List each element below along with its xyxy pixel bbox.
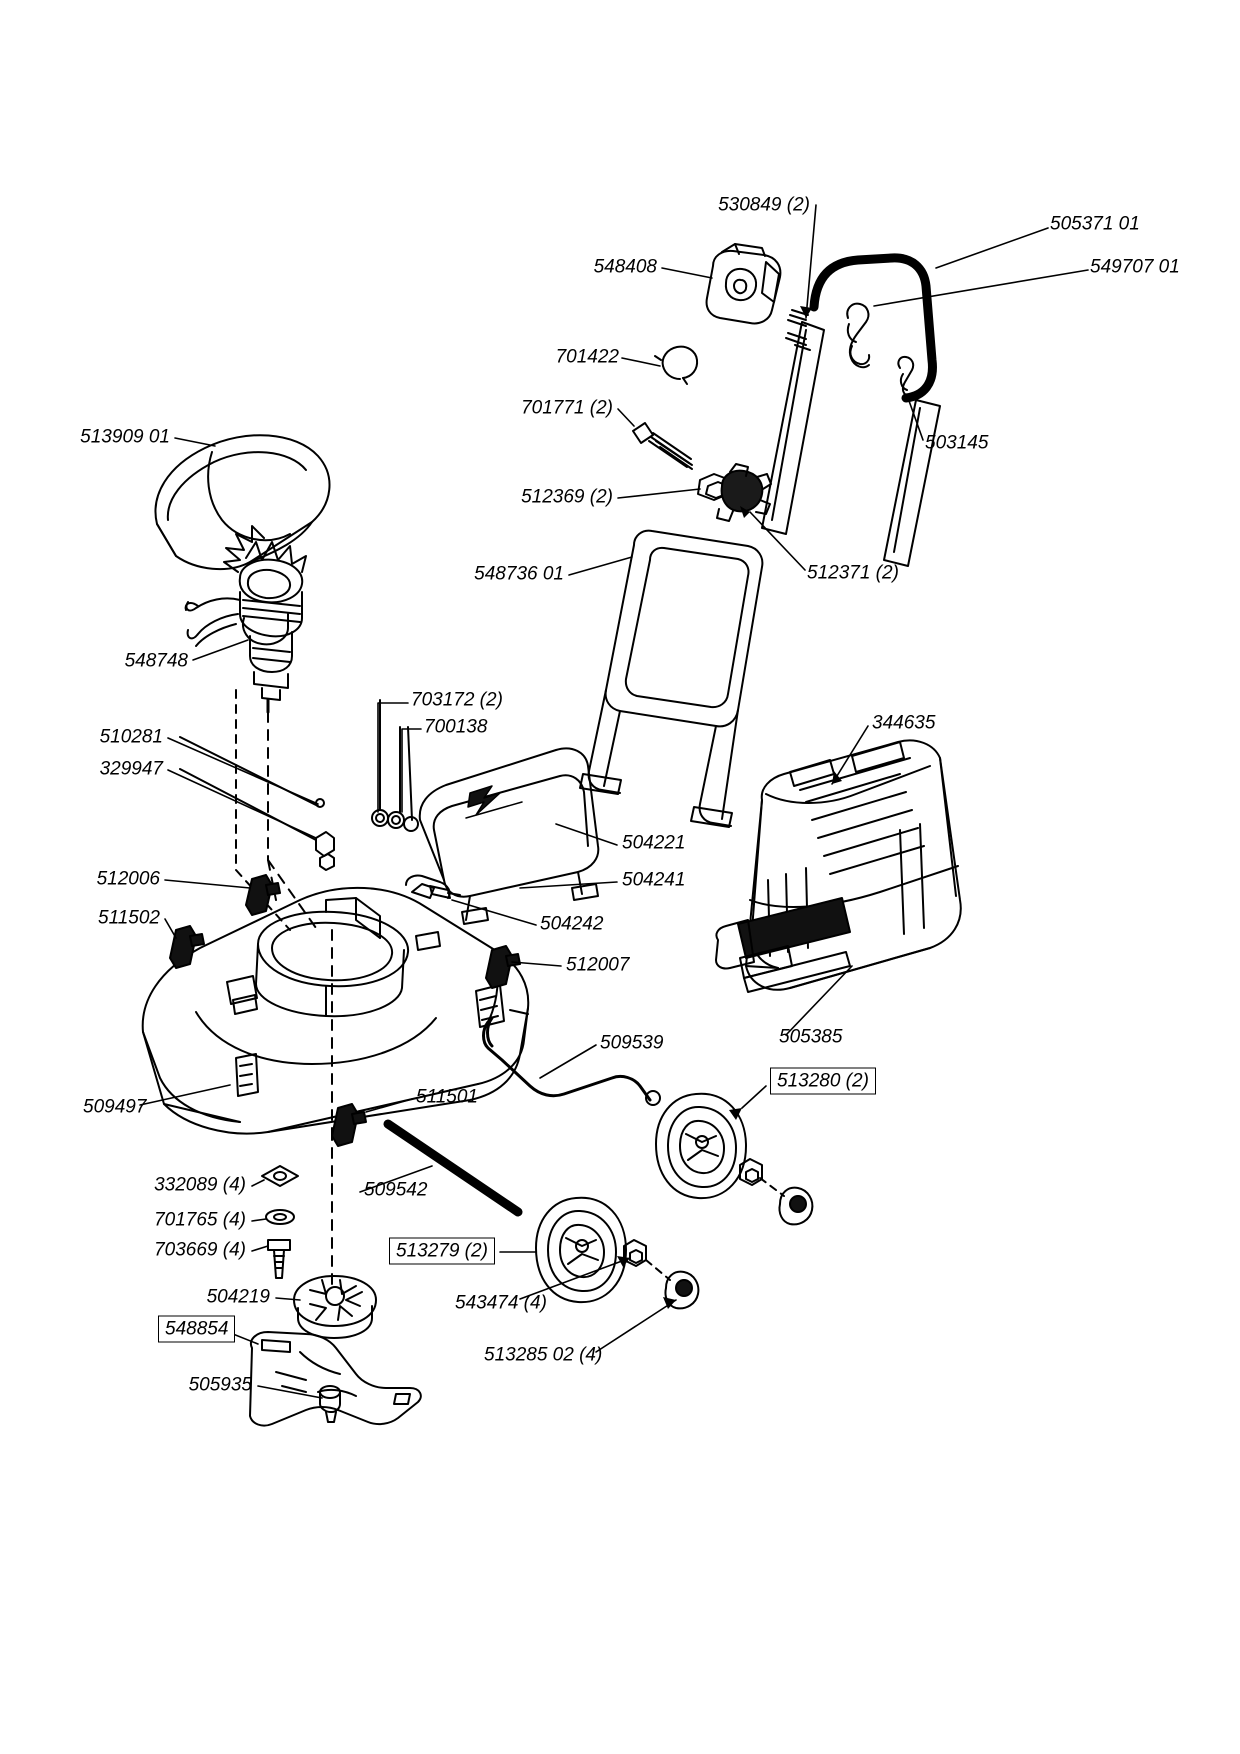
- part-label: 530849 (2): [718, 194, 810, 216]
- part-label: 344635: [872, 712, 936, 734]
- part-label: 703669 (4): [154, 1239, 246, 1261]
- part-label: 510281: [99, 726, 163, 748]
- part-label: 543474 (4): [455, 1292, 547, 1314]
- part-label-boxed: 513279 (2): [389, 1238, 495, 1265]
- part-label: 513285 02 (4): [484, 1344, 603, 1366]
- part-label-boxed: 548854: [158, 1316, 235, 1343]
- part-label: 512371 (2): [807, 562, 899, 584]
- part-label: 512007: [566, 954, 630, 976]
- part-label: 505935: [188, 1374, 252, 1396]
- part-label-boxed: 513280 (2): [770, 1068, 876, 1095]
- part-label: 504241: [622, 869, 686, 891]
- part-label: 512369 (2): [521, 486, 613, 508]
- part-label: 512006: [96, 868, 160, 890]
- part-label: 509497: [83, 1096, 147, 1118]
- part-label: 509542: [364, 1179, 428, 1201]
- part-label: 504219: [206, 1286, 270, 1308]
- part-label: 548748: [124, 650, 188, 672]
- part-label: 549707 01: [1090, 256, 1180, 278]
- part-label: 329947: [99, 758, 163, 780]
- upper-handle-bar: [814, 258, 932, 398]
- part-label: 511501: [416, 1086, 478, 1108]
- part-label: 509539: [600, 1032, 664, 1054]
- part-label: 700138: [424, 716, 488, 738]
- part-label: 513909 01: [80, 426, 170, 448]
- part-label: 504221: [622, 832, 686, 854]
- part-label: 332089 (4): [154, 1174, 246, 1196]
- part-label: 703172 (2): [411, 689, 503, 711]
- part-label: 503145: [925, 432, 989, 454]
- part-label: 701765 (4): [154, 1209, 246, 1231]
- part-label: 505385: [779, 1026, 843, 1048]
- part-label: 548408: [593, 256, 657, 278]
- part-label: 505371 01: [1050, 213, 1140, 235]
- part-label: 701422: [555, 346, 619, 368]
- part-label: 511502: [98, 907, 160, 929]
- part-label: 504242: [540, 913, 604, 935]
- part-label: 701771 (2): [521, 397, 613, 419]
- part-label: 548736 01: [474, 563, 564, 585]
